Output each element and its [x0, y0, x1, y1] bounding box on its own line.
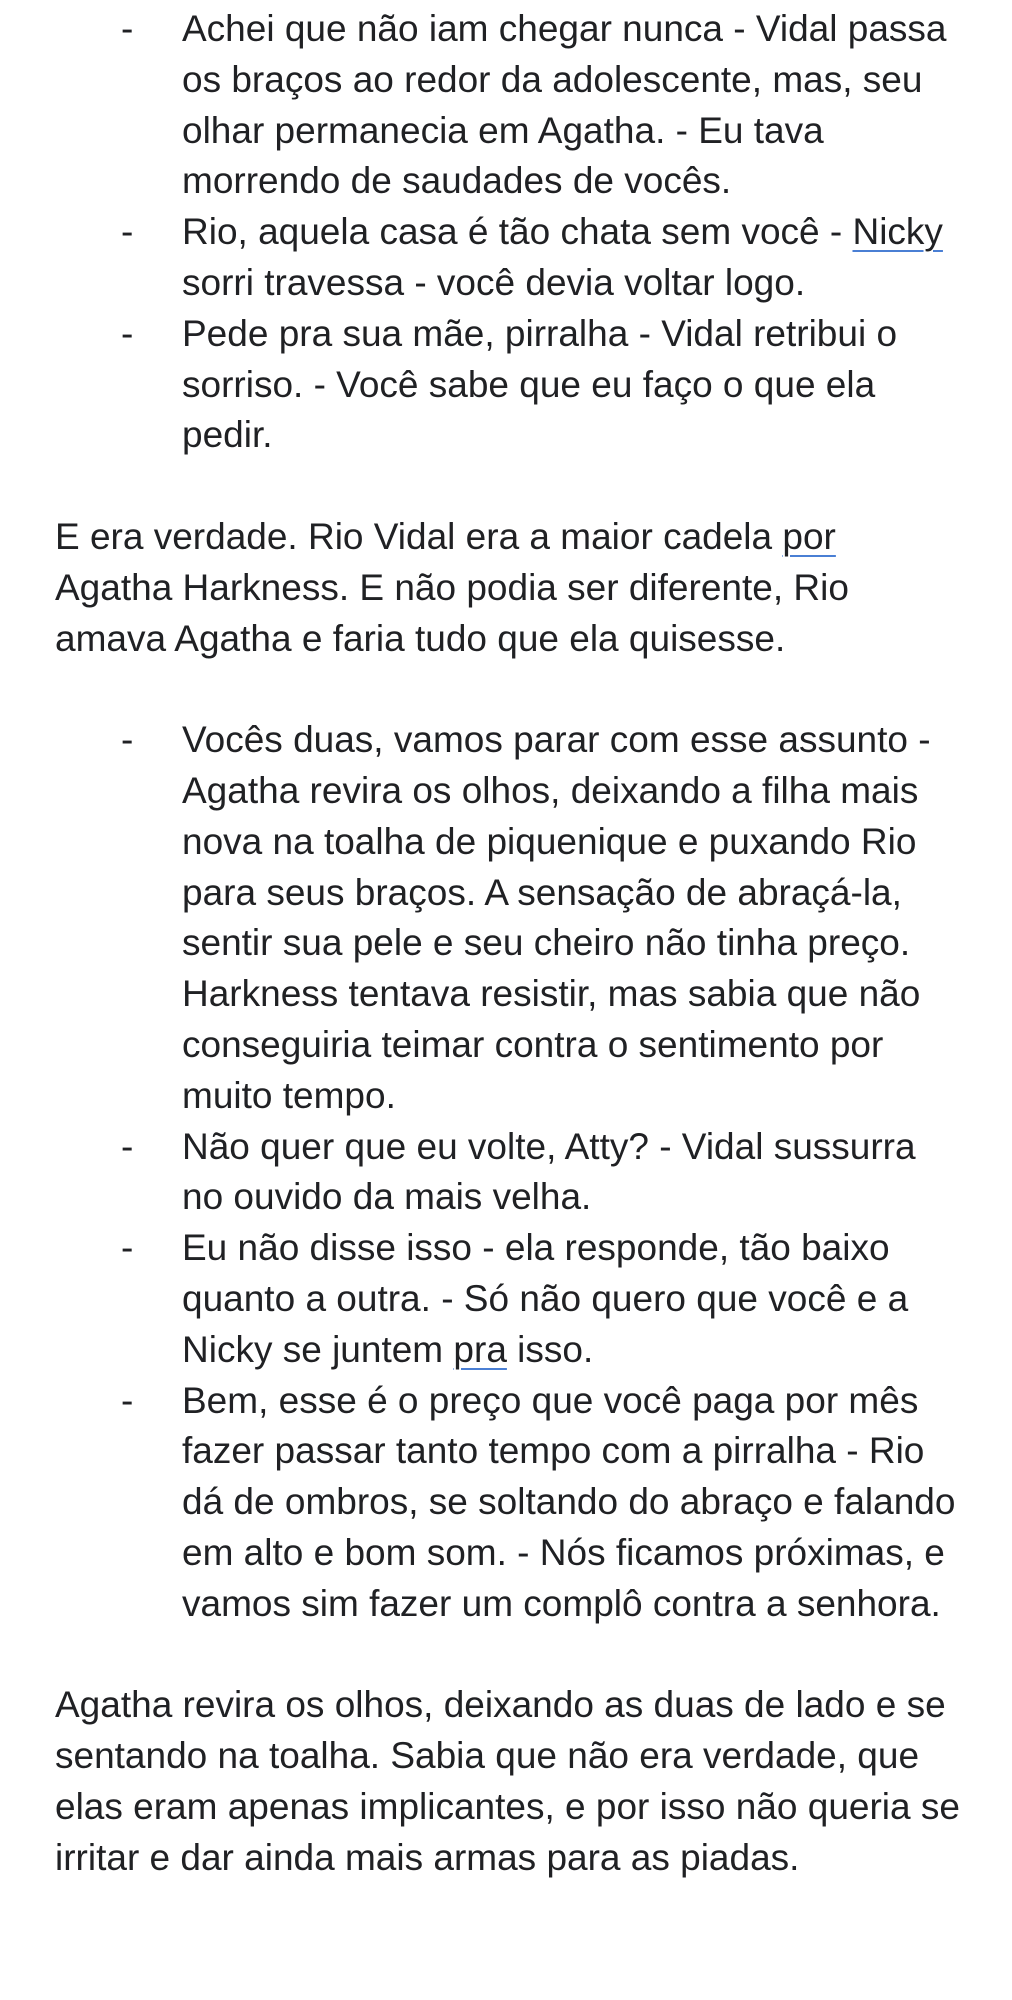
- narration-paragraph-1: [55, 512, 960, 664]
- dialogue-item: [55, 1223, 960, 1375]
- dialogue-text: [182, 313, 897, 456]
- text-run: E era verdade. Rio Vidal era a maior cadela: [55, 515, 783, 557]
- text-run: sorri travessa - você devia voltar logo.: [182, 261, 806, 303]
- dialogue-item: [55, 1122, 960, 1224]
- dialogue-text: [182, 1227, 908, 1370]
- blank-line: [55, 664, 960, 715]
- text-run: Achei que não iam chegar nunca - Vidal passa os braços ao redor da adolescente, mas, seu olhar permanecia em Agatha. - Eu tava morrendo de saudades de vocês.: [182, 8, 947, 202]
- text-run: isso.: [506, 1328, 594, 1370]
- dash-bullet-icon: -: [121, 211, 134, 253]
- text-run: Agatha revira os olhos, deixando as duas de lado e se sentando na toalha. Sabia que não era verdade, que elas eram apenas implicantes, e por isso não queria se irritar e dar ainda mais armas para as piadas.: [55, 1684, 960, 1878]
- dialogue-item: [55, 207, 960, 309]
- spellcheck-flagged-word[interactable]: por: [782, 515, 836, 557]
- dash-bullet-icon: -: [121, 8, 134, 49]
- dialogue-item: [55, 1376, 960, 1630]
- dash-bullet-icon: -: [121, 312, 134, 354]
- text-run: Não quer que eu volte, Atty? - Vidal sussurra no ouvido da mais velha.: [182, 1125, 916, 1218]
- dialogue-text: [182, 1126, 916, 1218]
- dialogue-list-1: [55, 4, 960, 461]
- spellcheck-flagged-word[interactable]: pra: [453, 1328, 507, 1370]
- text-run: Rio, aquela casa é tão chata sem você -: [182, 211, 853, 253]
- dialogue-text: [182, 8, 946, 201]
- text-run: Eu não disse isso - ela responde, tão baixo quanto a outra. - Só não quero que você e a Nicky se juntem: [182, 1227, 909, 1370]
- dialogue-text: [182, 211, 943, 303]
- blank-line: [55, 461, 960, 512]
- blank-line: [55, 1630, 960, 1681]
- text-run: Bem, esse é o preço que você paga por mês fazer passar tanto tempo com a pirralha - Rio dá de ombros, se soltando do abraço e falando em alto e bom som. - Nós ficamos próximas, e vamos sim fazer um complô contra a senhora.: [182, 1379, 956, 1624]
- dialogue-list-2: [55, 715, 960, 1629]
- dialogue-item: [55, 715, 960, 1121]
- text-run: Pede pra sua mãe, pirralha - Vidal retribui o sorriso. - Você sabe que eu faço o que ela pedir.: [182, 312, 898, 456]
- dialogue-item: [55, 4, 960, 207]
- dash-bullet-icon: -: [121, 719, 134, 761]
- document-body: [55, 4, 960, 1883]
- dash-bullet-icon: -: [121, 1125, 134, 1167]
- text-run: Agatha Harkness. E não podia ser diferente, Rio amava Agatha e faria tudo que ela quisesse.: [55, 566, 849, 659]
- dialogue-text: [182, 1380, 955, 1624]
- narration-paragraph-2: [55, 1680, 960, 1883]
- dialogue-item: [55, 309, 960, 461]
- spellcheck-flagged-word[interactable]: Nicky: [852, 211, 943, 253]
- text-run: Vocês duas, vamos parar com esse assunto - Agatha revira os olhos, deixando a filha mais nova na toalha de piquenique e puxando Rio para seus braços. A sensação de abraçá-la, sentir sua pele e seu cheiro não tinha preço. Harkness tentava resistir, mas sabia que não conseguiria teimar contra o sentimento por muito tempo.: [182, 719, 931, 1116]
- dash-bullet-icon: -: [121, 1379, 134, 1421]
- dash-bullet-icon: -: [121, 1227, 134, 1269]
- dialogue-text: [182, 719, 931, 1116]
